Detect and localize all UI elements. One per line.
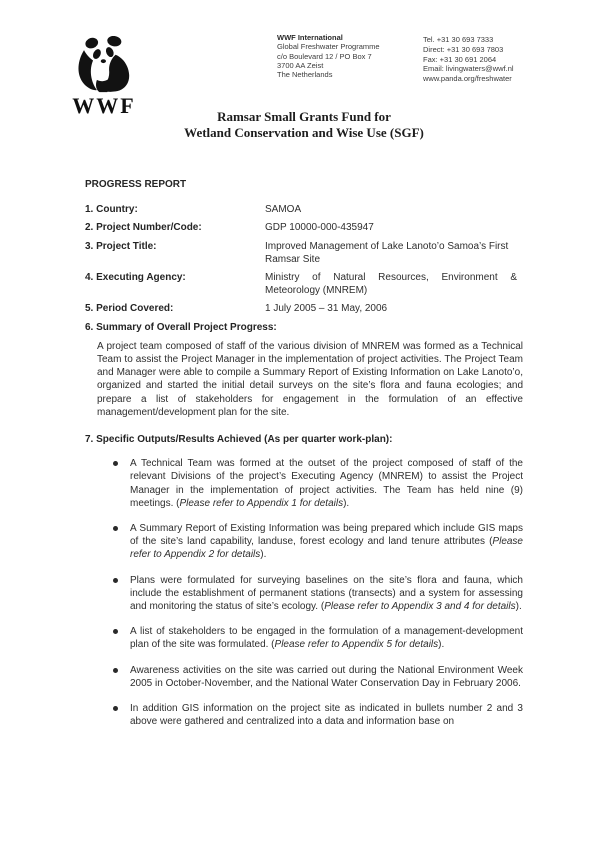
bullet-marker-icon [113, 461, 118, 466]
bullet-text: A Technical Team was formed at the outset of the project composed of staff of the relevant Divisions of the project’s Executing Agency (MNREM) to assist the Project Manager in the implementation of project activities. The Team has held nine (9) meetings. (Please refer to Appendix 1 for details). [130, 458, 523, 509]
report-heading: PROGRESS REPORT [85, 179, 187, 190]
section6-body: A project team composed of staff of the various division of MNREM was formed as a Technical Team to assist the Project Manager in the implementation of project activities. The Project Team and Manager were able to compile a Summary Report of Existing Information on Lake Lanoto’o, organized and started the initial detail surveys on the site’s flora and fauna ecologies; and prepare a list of stakeholders for engagement in the formulation of an effective management/development plan for the site. [97, 340, 523, 418]
field-label: 2. Project Number/Code: [85, 222, 202, 234]
field-label: 1. Country: [85, 204, 138, 216]
field-label: 3. Project Title: [85, 240, 157, 252]
field-value: GDP 10000-000-435947 [265, 222, 374, 234]
bullet-marker-icon [113, 526, 118, 531]
bullet-item [85, 702, 523, 728]
contact-line: Email: livingwaters@wwf.nl [423, 64, 514, 74]
bullet-text: Awareness activities on the site was carried out during the National Environment Week 2005 in October-November, and the National Water Conservation Day in February 2006. [130, 664, 523, 689]
field-row [85, 221, 523, 234]
wwf-wordmark: WWF [72, 93, 136, 118]
contact-line: Tel. +31 30 693 7333 [423, 35, 494, 44]
fields-list [85, 203, 523, 315]
field-label: 5. Period Covered: [85, 303, 174, 315]
title-line-1: Ramsar Small Grants Fund for [217, 109, 391, 124]
field-value: Improved Management of Lake Lanoto’o Samoa’s First Ramsar Site [265, 240, 509, 265]
bullet-text: Plans were formulated for surveying baselines on the site’s flora and fauna, which include the establishment of permanent stations (transects) and a system for assessing and monitoring the status of site’s ecology. (Please refer to Appendix 3 and 4 for details). [130, 574, 523, 613]
field-row [85, 240, 523, 266]
bullet-list [85, 457, 523, 728]
org-address-line: 3700 AA Zeist [277, 60, 324, 70]
org-address-line: c/o Boulevard 12 / PO Box 7 [277, 51, 372, 61]
bullet-marker-icon [113, 629, 118, 634]
bullet-text: A Summary Report of Existing Information was being prepared which include GIS maps of the site’s land capability, landuse, forest ecology and land tenure attributes (Please refer to Appendix 2 for details). [130, 523, 523, 561]
field-value: 1 July 2005 – 31 May, 2006 [265, 303, 388, 315]
field-value: Ministry of Natural Resources, Environment & Meteorology (MNREM) [265, 272, 517, 297]
org-address-line: The Netherlands [277, 70, 333, 80]
org-name: WWF International [277, 33, 343, 42]
contact-line: Direct: +31 30 693 7803 [423, 44, 504, 54]
field-label: 4. Executing Agency: [85, 272, 186, 284]
bullet-text: A list of stakeholders to be engaged in the formulation of a management-development plan of the site was formulated. (Please refer to Appendix 5 for details). [130, 626, 523, 651]
bullet-item [85, 574, 523, 614]
field-row [85, 302, 523, 315]
bullet-item [85, 522, 523, 562]
bullet-item [85, 664, 523, 690]
document-title [85, 109, 523, 141]
org-address-lines [277, 42, 419, 79]
field-value: SAMOA [265, 204, 302, 216]
title-line-2: Wetland Conservation and Wise Use (SGF) [184, 125, 424, 140]
bullet-marker-icon [113, 706, 118, 711]
document-body [85, 109, 523, 741]
field-row [85, 271, 523, 297]
contact-block [423, 35, 593, 84]
field-row [85, 203, 523, 216]
section7-heading: 7. Specific Outputs/Results Achieved (As per quarter work-plan): [85, 434, 393, 446]
bullet-marker-icon [113, 578, 118, 583]
bullet-text: In addition GIS information on the project site as indicated in bullets number 2 and 3 above were gathered and centralized into a data and information base on [130, 703, 523, 728]
section6-heading: 6. Summary of Overall Project Progress: [85, 321, 277, 333]
contact-line: www.panda.org/freshwater [423, 74, 512, 84]
wwf-logo [62, 36, 146, 117]
bullet-item [85, 457, 523, 510]
panda-icon [74, 36, 134, 94]
bullet-marker-icon [113, 668, 118, 673]
contact-line: Fax: +31 30 691 2064 [423, 54, 497, 64]
org-address-line: Global Freshwater Programme [277, 42, 380, 52]
org-address-block [277, 33, 419, 79]
contact-lines [423, 35, 593, 84]
bullet-item [85, 625, 523, 651]
